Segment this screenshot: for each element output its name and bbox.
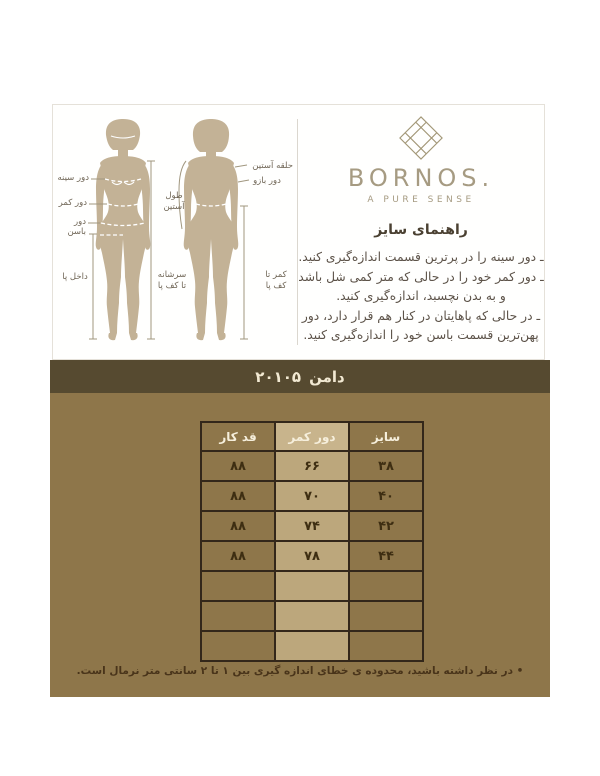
header-length: قد کار: [201, 422, 275, 451]
label-arm-circumference: دور بازو: [253, 176, 281, 186]
label-waist: دور کمر: [58, 198, 87, 208]
measurement-guide-box: [52, 104, 545, 360]
cell-size: [349, 571, 423, 601]
tolerance-note: • در نظر داشته باشید، محدوده ی خطای اندازه گیری بین ۱ تا ۲ سانتی متر نرمال است.: [76, 665, 524, 677]
brand-tagline: A PURE SENSE: [367, 195, 475, 205]
cell-length: ۸۸: [201, 451, 275, 481]
label-bust: دور سینه: [57, 173, 89, 183]
header-size: سایز: [349, 422, 423, 451]
label-sleeve-length-line1: طول: [165, 191, 183, 201]
guide-line: ـ دور کمر خود را در حالی که متر کمی شل باشد: [298, 269, 544, 284]
cell-length: ۸۸: [201, 541, 275, 571]
table-row: [201, 451, 423, 481]
guide-line: ـ دور سینه را در پرترین قسمت اندازه‌گیری کنید.: [298, 250, 544, 264]
cell-length: [201, 631, 275, 661]
cell-size: ۴۲: [349, 511, 423, 541]
front-figure-head: [106, 119, 140, 150]
body-diagram-panel: [53, 105, 297, 359]
label-sleeve-length-line2: آستین: [163, 202, 185, 212]
label-shoulder-to-floor-line1: سرشانه: [157, 270, 187, 280]
table-row-empty: [201, 571, 423, 601]
header-waist: دور کمر: [275, 422, 349, 451]
size-table: [200, 421, 424, 662]
cell-size: ۴۴: [349, 541, 423, 571]
body-measurement-diagram: [53, 105, 297, 361]
table-row-empty: [201, 631, 423, 661]
cell-waist: ۷۴: [275, 511, 349, 541]
table-row: [201, 541, 423, 571]
diamond-lattice-icon: [398, 115, 444, 161]
cell-size: [349, 631, 423, 661]
guide-line: پهن‌ترین قسمت باسن خود را اندازه‌گیری کنید.: [303, 328, 539, 342]
cell-waist: ۶۶: [275, 451, 349, 481]
label-hip: دور باسن: [67, 217, 86, 237]
cell-size: [349, 601, 423, 631]
table-row: [201, 481, 423, 511]
guide-line: ـ در حالی که پاهایتان در کنار هم قرار دارد، دور: [301, 308, 541, 323]
size-table-section: [50, 393, 550, 697]
cell-waist: [275, 601, 349, 631]
brand-name: BORNOS.: [347, 164, 495, 192]
guide-line: و به بدن نچسبد، اندازه‌گیری کنید.: [336, 289, 506, 303]
label-waist-to-floor-line2: کف پا: [265, 281, 287, 291]
brand-panel: [298, 105, 544, 359]
table-header-row: [201, 422, 423, 451]
back-figure-head: [193, 119, 229, 152]
label-waist-to-floor-line1: کمر تا: [265, 270, 287, 280]
size-guide-instructions: [298, 248, 544, 346]
table-row: [201, 511, 423, 541]
cell-waist: [275, 571, 349, 601]
product-banner: [50, 360, 550, 393]
cell-length: ۸۸: [201, 481, 275, 511]
cell-waist: ۷۸: [275, 541, 349, 571]
cell-waist: [275, 631, 349, 661]
cell-length: ۸۸: [201, 511, 275, 541]
product-code: ۲۰۱۰۵: [255, 367, 302, 386]
cell-size: ۳۸: [349, 451, 423, 481]
table-row-empty: [201, 601, 423, 631]
label-shoulder-to-floor-line2: تا کف پا: [157, 281, 187, 291]
label-inseam: داخل پا: [62, 272, 88, 282]
cell-size: ۴۰: [349, 481, 423, 511]
label-armhole: حلقه آستین: [252, 161, 293, 171]
front-figure-silhouette: [96, 148, 151, 340]
cell-length: [201, 571, 275, 601]
back-figure-silhouette: [184, 148, 239, 340]
size-guide-title: راهنمای سایز: [374, 222, 468, 238]
cell-waist: ۷۰: [275, 481, 349, 511]
product-name: دامن: [309, 367, 345, 386]
cell-length: [201, 601, 275, 631]
